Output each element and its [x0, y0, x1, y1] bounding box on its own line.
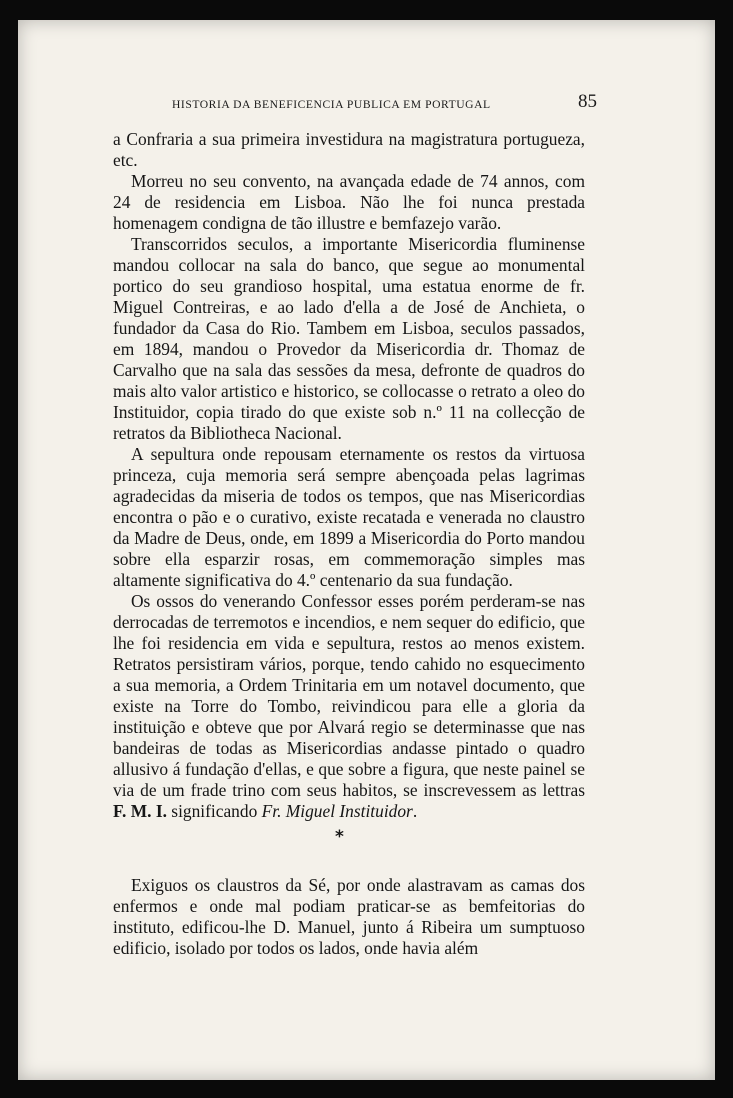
body-text-continued [113, 875, 585, 959]
paragraph-5-end: . [412, 801, 418, 821]
running-title: HISTORIA DA BENEFICENCIA PUBLICA EM PORTUGAL [172, 98, 491, 111]
paragraph-5-text: Os ossos do venerando Confessor esses porém perderam-se nas derrocadas de terremotos e incendios, e nem sequer do edificio, que lhe foi residencia em vida e sepultura, restos ao menos existem. Retratos persistiram vários, porque, tendo cahido no esquecimento a sua memoria, a Ordem Trinitaria em um notavel documento, que existe na Torre do Tombo, reivindicou para elle a gloria da instituição e obteve que por Alvará regio se determinasse que nas bandeiras de todas as Misericordias andasse pintado o quadro allusivo á fundação d'ellas, e que sobre a figura, que neste painel se via de um frade trino com seus habitos, se inscrevessem as lettras [113, 591, 585, 800]
page-header [172, 91, 597, 114]
body-text [113, 129, 585, 822]
section-ornament: * [335, 827, 344, 847]
inscription-letters: F. M. I. [113, 801, 167, 821]
paragraph-3: Transcorridos seculos, a importante Misericordia fluminense mandou collocar na sala do banco, que segue ao monumental portico do seu grandioso hospital, uma estatua enorme de fr. Miguel Contreiras, e ao lado d'ella a de José de Anchieta, o fundador da Casa do Rio. Tambem em Lisboa, seculos passados, em 1894, mandou o Provedor da Misericordia dr. Thomaz de Carvalho que na sala das sessões da mesa, defronte de quadros do mais alto valor artistico e historico, se collocasse o retrato a oleo do Instituidor, copia tirado do que existe sob n.º 11 na collecção de retratos da Bibliotheca Nacional. [113, 234, 585, 443]
paragraph-4: A sepultura onde repousam eternamente os restos da virtuosa princeza, cuja memoria será sempre abençoada pelas lagrimas agradecidas da miseria de todos os tempos, que nas Misericordias encontra o pão e o curativo, existe recatada e venerada no claustro da Madre de Deus, onde, em 1899 a Misericordia do Porto mandou sobre ella esparzir rosas, em commemoração simples mas altamente significativa do 4.º centenario da sua fundação. [113, 444, 585, 590]
paragraph-5-middle: significando [166, 801, 262, 821]
paragraph-1: a Confraria a sua primeira investidura na magistratura portugueza, etc. [113, 129, 585, 170]
paragraph-6: Exiguos os claustros da Sé, por onde alastravam as camas dos enfermos e onde mal podiam praticar-se as bemfeitorias do instituto, edificou-lhe D. Manuel, junto á Ribeira um sumptuoso edificio, isolado por todos os lados, onde havia além [113, 875, 585, 958]
page-number: 85 [578, 91, 597, 112]
inscription-meaning: Fr. Miguel Instituidor [261, 801, 413, 821]
paragraph-5 [113, 591, 585, 822]
paragraph-2: Morreu no seu convento, na avançada edade de 74 annos, com 24 de residencia em Lisboa. Não lhe foi nunca prestada homenagem condigna de tão illustre e bemfazejo varão. [113, 171, 585, 233]
